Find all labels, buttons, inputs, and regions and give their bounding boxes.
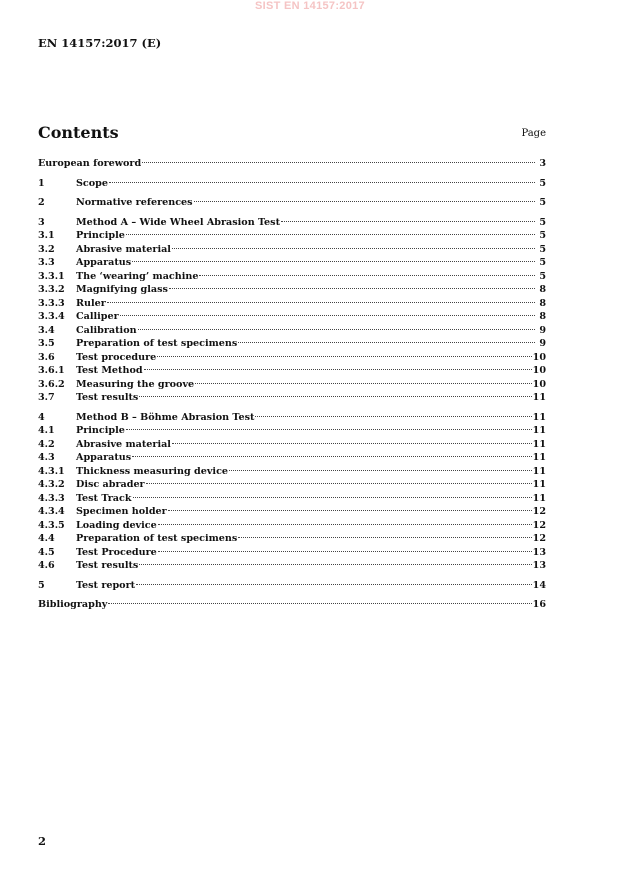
toc-entry-page: 8 (539, 284, 546, 295)
toc-entry-page: 16 (532, 599, 546, 610)
toc-entry-title: Test Method (76, 365, 143, 376)
dot-leader (168, 510, 532, 511)
toc-entry-page: 12 (532, 506, 546, 517)
toc-entry[interactable] (38, 337, 546, 351)
toc-entry-title: Test results (76, 392, 139, 403)
toc-entry-page: 5 (539, 216, 546, 228)
dot-leader (120, 315, 535, 316)
toc-entry-page: 11 (532, 465, 546, 477)
toc-entry-page: 9 (539, 338, 546, 349)
toc-entry-number: 4.4 (38, 533, 55, 544)
toc-entry-number: 3.3.2 (38, 284, 65, 295)
toc-entry-title: Normative references (76, 197, 193, 208)
toc-entry-page: 11 (532, 479, 546, 490)
toc-entry-number: 3.6.1 (38, 365, 65, 376)
toc-entry-page: 12 (532, 533, 546, 544)
toc-entry-title: Ruler (76, 297, 106, 309)
toc-entry[interactable] (38, 177, 546, 191)
toc-entry[interactable] (38, 438, 546, 452)
toc-entry[interactable] (38, 411, 546, 425)
toc-entry-page: 13 (532, 546, 546, 558)
toc-entry-number: 3.3.3 (38, 297, 65, 309)
toc-entry[interactable] (38, 505, 546, 519)
toc-entry-title: Magnifying glass (76, 284, 168, 295)
dot-leader (158, 551, 532, 552)
toc-entry-number: 1 (38, 177, 45, 189)
dot-leader (238, 342, 535, 343)
toc-entry[interactable] (38, 196, 546, 210)
toc-entry-title: Disc abrader (76, 479, 145, 490)
toc-entry[interactable] (38, 532, 546, 546)
toc-entry-title: Abrasive material (76, 243, 171, 255)
dot-leader (195, 383, 532, 384)
toc-entry-title: Abrasive material (76, 438, 171, 450)
toc-entry-title: Test Procedure (76, 546, 157, 558)
toc-entry-number: 3.2 (38, 243, 55, 255)
toc-entry[interactable] (38, 364, 546, 378)
toc-entry-page: 8 (539, 297, 546, 309)
toc-entry-title: Thickness measuring device (76, 465, 229, 477)
toc-entry-title: Principle (76, 230, 125, 241)
toc-entry-page: 11 (532, 492, 546, 504)
toc-entry-title: Bibliography (38, 599, 108, 610)
toc-entry[interactable] (38, 270, 546, 284)
toc-entry-number: 3.3.1 (38, 270, 65, 282)
toc-entry-number: 4.1 (38, 425, 55, 436)
dot-leader (158, 524, 532, 525)
toc-entry-number: 4.5 (38, 546, 55, 558)
dot-leader (142, 162, 535, 163)
toc-entry-number: 3 (38, 216, 45, 228)
toc-entry-number: 5 (38, 579, 45, 591)
toc-entry-title: The ‘wearing’ machine (76, 270, 199, 282)
toc-entry-number: 3.6.2 (38, 378, 65, 390)
toc-entry[interactable] (38, 229, 546, 243)
toc-entry[interactable] (38, 256, 546, 270)
toc-entry-page: 5 (539, 257, 546, 268)
toc-entry-page: 5 (539, 177, 546, 189)
contents-title: Contents (38, 123, 119, 142)
dot-leader (146, 483, 532, 484)
toc-entry-page: 10 (532, 365, 546, 376)
dot-leader (194, 201, 535, 202)
toc-entry-number: 4.3.3 (38, 492, 65, 504)
dot-leader (133, 497, 532, 498)
toc-entry-number: 4.3 (38, 452, 55, 463)
toc-entry-page: 8 (539, 311, 546, 322)
document-id: EN 14157:2017 (E) (38, 36, 162, 50)
dot-leader (136, 584, 532, 585)
toc-entry-number: 3.4 (38, 324, 55, 336)
toc-entry-page: 3 (539, 158, 546, 169)
toc-entry-title: Measuring the groove (76, 378, 195, 390)
table-of-contents (38, 157, 546, 612)
toc-entry-title: Apparatus (76, 257, 132, 268)
dot-leader (138, 329, 535, 330)
toc-entry-title: Preparation of test specimens (76, 338, 238, 349)
toc-entry-page: 10 (532, 351, 546, 363)
toc-entry-title: Test results (76, 560, 139, 571)
toc-entry-number: 4.3.2 (38, 479, 65, 490)
toc-entry-number: 4.6 (38, 560, 55, 571)
toc-entry-number: 4 (38, 411, 45, 423)
toc-entry[interactable] (38, 424, 546, 438)
toc-entry[interactable] (38, 351, 546, 365)
toc-entry-number: 4.3.1 (38, 465, 65, 477)
toc-entry-title: Preparation of test specimens (76, 533, 238, 544)
dot-leader (238, 537, 531, 538)
dot-leader (139, 396, 531, 397)
dot-leader (109, 182, 535, 183)
toc-entry[interactable] (38, 391, 546, 405)
toc-entry-number: 4.3.4 (38, 506, 65, 517)
toc-entry-page: 5 (539, 197, 546, 208)
toc-entry[interactable] (38, 465, 546, 479)
toc-entry[interactable] (38, 378, 546, 392)
dot-leader (157, 356, 531, 357)
dot-leader (132, 456, 531, 457)
page-column-label: Page (521, 128, 546, 139)
toc-entry[interactable] (38, 451, 546, 465)
toc-entry-number: 3.7 (38, 392, 55, 403)
toc-entry-page: 11 (532, 392, 546, 403)
toc-entry-number: 3.1 (38, 230, 55, 241)
dot-leader (107, 302, 535, 303)
toc-entry-number: 3.5 (38, 338, 55, 349)
toc-entry-title: Test Track (76, 492, 132, 504)
toc-entry-title: Scope (76, 177, 108, 189)
toc-entry[interactable] (38, 157, 546, 171)
toc-entry[interactable] (38, 492, 546, 506)
toc-entry-title: Method A – Wide Wheel Abrasion Test (76, 216, 280, 228)
toc-entry[interactable] (38, 324, 546, 338)
dot-leader (229, 470, 532, 471)
toc-entry-page: 11 (532, 411, 546, 423)
toc-entry-page: 11 (532, 425, 546, 436)
dot-leader (172, 248, 535, 249)
toc-entry-page: 13 (532, 560, 546, 571)
toc-entry[interactable] (38, 546, 546, 560)
toc-entry-page: 12 (532, 519, 546, 531)
dot-leader (144, 369, 532, 370)
toc-entry-number: 4.2 (38, 438, 55, 450)
toc-entry-number: 4.3.5 (38, 519, 65, 531)
toc-entry-page: 5 (539, 243, 546, 255)
toc-entry-title: Test procedure (76, 351, 157, 363)
toc-entry[interactable] (38, 283, 546, 297)
toc-entry[interactable] (38, 310, 546, 324)
dot-leader (169, 288, 535, 289)
toc-entry[interactable] (38, 243, 546, 257)
toc-entry-title: Calliper (76, 311, 119, 322)
toc-entry-page: 5 (539, 270, 546, 282)
toc-entry-page: 10 (532, 378, 546, 390)
dot-leader (126, 234, 535, 235)
dot-leader (139, 564, 531, 565)
toc-entry-number: 3.3.4 (38, 311, 65, 322)
dot-leader (199, 275, 535, 276)
toc-entry-title: Method B – Böhme Abrasion Test (76, 411, 255, 423)
toc-entry-title: Specimen holder (76, 506, 167, 517)
dot-leader (281, 221, 535, 222)
watermark: SIST EN 14157:2017 (255, 0, 365, 12)
toc-entry-number: 2 (38, 197, 45, 208)
toc-entry-title: Principle (76, 425, 125, 436)
dot-leader (172, 443, 532, 444)
toc-entry-title: Calibration (76, 324, 137, 336)
dot-leader (108, 603, 531, 604)
toc-entry[interactable] (38, 579, 546, 593)
toc-entry[interactable] (38, 216, 546, 230)
toc-entry-page: 14 (532, 579, 546, 591)
footer-page-number: 2 (38, 834, 47, 848)
toc-entry[interactable] (38, 478, 546, 492)
toc-entry-title: Apparatus (76, 452, 132, 463)
toc-entry-number: 3.6 (38, 351, 55, 363)
toc-entry[interactable] (38, 598, 546, 612)
toc-entry-page: 11 (532, 452, 546, 463)
toc-entry[interactable] (38, 559, 546, 573)
dot-leader (126, 429, 532, 430)
toc-entry-page: 5 (539, 230, 546, 241)
dot-leader (132, 261, 535, 262)
toc-entry-title: European foreword (38, 158, 142, 169)
toc-entry-page: 11 (532, 438, 546, 450)
toc-entry-title: Loading device (76, 519, 157, 531)
toc-entry-page: 9 (539, 324, 546, 336)
dot-leader (255, 416, 531, 417)
toc-entry-number: 3.3 (38, 257, 55, 268)
toc-entry[interactable] (38, 519, 546, 533)
toc-entry-title: Test report (76, 579, 136, 591)
toc-entry[interactable] (38, 297, 546, 311)
